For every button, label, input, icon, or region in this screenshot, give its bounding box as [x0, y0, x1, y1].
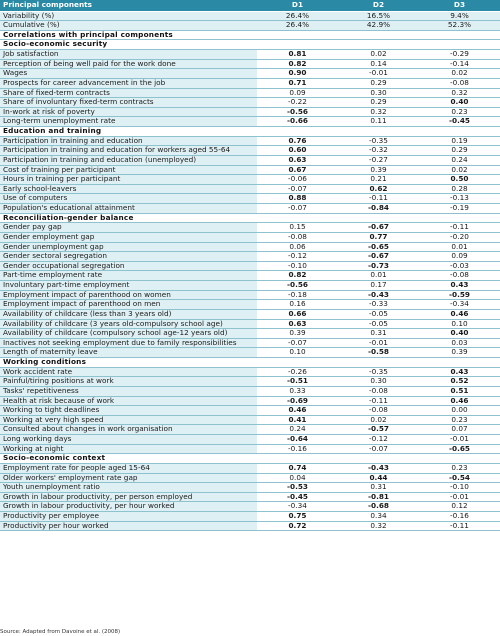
table-row	[0, 300, 500, 310]
correlation-value-d1: -0.64	[257, 435, 338, 445]
indicator-label: Gender pay gap	[0, 223, 257, 233]
table-row	[0, 377, 500, 387]
correlation-value-d2: 0.31	[338, 329, 419, 339]
indicator-label: Population's educational attainment	[0, 204, 257, 214]
correlation-value-d1: 0.04	[257, 473, 338, 483]
correlation-value-d2: -0.27	[338, 155, 419, 165]
correlation-value-d1: -0.08	[257, 232, 338, 242]
correlation-value-d2: -0.43	[338, 463, 419, 473]
correlation-value-d2: -0.05	[338, 319, 419, 329]
correlation-value-d2: -0.33	[338, 300, 419, 310]
indicator-label: Growth in labour productivity, per hour worked	[0, 502, 257, 512]
correlation-value-d1: -0.22	[257, 98, 338, 108]
correlation-value-d3: -0.29	[419, 50, 500, 60]
indicator-label: Working to tight deadlines	[0, 406, 257, 416]
correlation-value-d2: 0.21	[338, 175, 419, 185]
correlation-value-d1: -0.16	[257, 444, 338, 454]
correlation-value-d2: 0.01	[338, 271, 419, 281]
correlation-value-d1: -0.66	[257, 117, 338, 127]
correlation-value-d1: 0.10	[257, 348, 338, 358]
table-row	[0, 367, 500, 377]
correlation-value-d2: -0.73	[338, 261, 419, 271]
section-heading-row	[0, 40, 500, 50]
correlation-value-d2: 0.29	[338, 98, 419, 108]
indicator-label: Availability of childcare (less than 3 years old)	[0, 309, 257, 319]
correlation-value-d2: -0.67	[338, 223, 419, 233]
correlation-value-d3: 0.00	[419, 406, 500, 416]
indicator-label: Gender unemployment gap	[0, 242, 257, 252]
correlation-value-d1: 0.82	[257, 59, 338, 69]
correlation-value-d2: 0.14	[338, 59, 419, 69]
section-heading: Socio-economic context	[0, 454, 500, 464]
indicator-label: Wages	[0, 69, 257, 79]
indicator-label: Length of maternity leave	[0, 348, 257, 358]
correlation-value-d3: 0.24	[419, 155, 500, 165]
table-row	[0, 136, 500, 146]
section-heading: Reconciliation-gender balance	[0, 213, 500, 223]
correlation-value-d1: -0.56	[257, 107, 338, 117]
section-heading: Working conditions	[0, 358, 500, 368]
correlation-value-d1: 0.33	[257, 386, 338, 396]
correlation-value-d3: 0.32	[419, 88, 500, 98]
correlation-value-d3: 0.23	[419, 415, 500, 425]
correlation-value-d3: -0.03	[419, 261, 500, 271]
correlation-value-d1: -0.10	[257, 261, 338, 271]
correlation-value-d2: -0.67	[338, 252, 419, 262]
correlation-value-d3: 0.46	[419, 309, 500, 319]
summary-label: Cumulative (%)	[0, 21, 257, 31]
table-row	[0, 165, 500, 175]
indicator-label: Consulted about changes in work organisation	[0, 425, 257, 435]
correlation-value-d1: 0.81	[257, 50, 338, 60]
correlation-value-d3: -0.14	[419, 59, 500, 69]
correlation-value-d3: 0.12	[419, 502, 500, 512]
table-row	[0, 435, 500, 445]
indicator-label: Painful/tiring positions at work	[0, 377, 257, 387]
table-body	[0, 11, 500, 531]
correlation-value-d3: 0.19	[419, 136, 500, 146]
section-heading-row	[0, 454, 500, 464]
summary-value: 42.9%	[338, 21, 419, 31]
indicator-label: Employment impact of parenthood on men	[0, 300, 257, 310]
correlation-value-d1: 0.15	[257, 223, 338, 233]
correlation-value-d1: -0.53	[257, 483, 338, 493]
correlation-value-d1: 0.67	[257, 165, 338, 175]
correlation-value-d3: 0.07	[419, 425, 500, 435]
indicator-label: Cost of training per participant	[0, 165, 257, 175]
source-note: Source: Adapted from Davoine et al. (2008)	[0, 629, 121, 635]
section-heading: Education and training	[0, 127, 500, 137]
table-row	[0, 223, 500, 233]
correlation-value-d2: -0.08	[338, 406, 419, 416]
correlation-value-d3: 0.09	[419, 252, 500, 262]
table-row	[0, 194, 500, 204]
correlation-value-d3: -0.11	[419, 521, 500, 531]
indicator-label: Gender sectoral segregation	[0, 252, 257, 262]
correlation-value-d2: -0.32	[338, 146, 419, 156]
indicator-label: Employment rate for people aged 15-64	[0, 463, 257, 473]
summary-row	[0, 21, 500, 31]
correlation-value-d2: 0.77	[338, 232, 419, 242]
correlation-value-d1: -0.07	[257, 184, 338, 194]
correlation-value-d1: -0.56	[257, 281, 338, 291]
table-row	[0, 396, 500, 406]
correlation-value-d1: -0.18	[257, 290, 338, 300]
table-row	[0, 309, 500, 319]
indicator-label: Part-time employment rate	[0, 271, 257, 281]
correlation-value-d3: -0.10	[419, 483, 500, 493]
correlation-value-d3: 0.02	[419, 69, 500, 79]
header-d2: D2	[338, 0, 419, 11]
table-row	[0, 271, 500, 281]
correlations-heading: Correlations with principal components	[0, 30, 500, 40]
correlation-value-d2: -0.11	[338, 194, 419, 204]
correlation-value-d1: 0.88	[257, 194, 338, 204]
correlation-value-d3: -0.01	[419, 492, 500, 502]
correlation-value-d3: -0.01	[419, 435, 500, 445]
correlation-value-d1: 0.09	[257, 88, 338, 98]
correlation-value-d2: 0.62	[338, 184, 419, 194]
table-row	[0, 98, 500, 108]
indicator-label: Availability of childcare (compulsory school age-12 years old)	[0, 329, 257, 339]
table-row	[0, 78, 500, 88]
summary-value: 9.4%	[419, 11, 500, 21]
correlation-value-d1: 0.41	[257, 415, 338, 425]
correlation-value-d1: 0.66	[257, 309, 338, 319]
correlation-value-d1: 0.16	[257, 300, 338, 310]
indicator-label: Health at risk because of work	[0, 396, 257, 406]
table-row	[0, 521, 500, 531]
correlation-value-d1: 0.72	[257, 521, 338, 531]
correlation-value-d1: 0.75	[257, 512, 338, 522]
correlation-value-d3: -0.19	[419, 204, 500, 214]
correlation-value-d2: 0.30	[338, 88, 419, 98]
correlation-value-d2: 0.34	[338, 512, 419, 522]
correlation-value-d3: 0.46	[419, 396, 500, 406]
indicator-label: Long working days	[0, 435, 257, 445]
correlation-value-d3: -0.45	[419, 117, 500, 127]
indicator-label: Involuntary part-time employment	[0, 281, 257, 291]
indicator-label: Share of involuntary fixed-term contracts	[0, 98, 257, 108]
correlation-value-d3: 0.39	[419, 348, 500, 358]
indicator-label: Participation in training and education	[0, 136, 257, 146]
correlation-value-d1: 0.76	[257, 136, 338, 146]
indicator-label: Participation in training and education for workers aged 55-64	[0, 146, 257, 156]
correlation-value-d1: 0.63	[257, 319, 338, 329]
correlation-value-d3: 0.43	[419, 281, 500, 291]
correlation-value-d1: -0.07	[257, 204, 338, 214]
correlation-value-d2: 0.02	[338, 415, 419, 425]
summary-value: 26.4%	[257, 11, 338, 21]
correlation-value-d3: -0.08	[419, 78, 500, 88]
indicator-label: Employment impact of parenthood on women	[0, 290, 257, 300]
table-row	[0, 502, 500, 512]
indicator-label: Job satisfaction	[0, 50, 257, 60]
indicator-label: Long-term unemployment rate	[0, 117, 257, 127]
correlation-value-d2: -0.12	[338, 435, 419, 445]
correlation-value-d1: 0.39	[257, 329, 338, 339]
correlation-value-d3: 0.28	[419, 184, 500, 194]
correlation-value-d3: -0.08	[419, 271, 500, 281]
correlation-value-d1: -0.26	[257, 367, 338, 377]
correlation-value-d1: 0.24	[257, 425, 338, 435]
table-row	[0, 483, 500, 493]
correlation-value-d2: -0.11	[338, 396, 419, 406]
indicator-label: Hours in training per participant	[0, 175, 257, 185]
correlation-value-d1: 0.60	[257, 146, 338, 156]
table-row	[0, 492, 500, 502]
table-row	[0, 252, 500, 262]
correlation-value-d1: 0.74	[257, 463, 338, 473]
correlation-value-d2: -0.01	[338, 69, 419, 79]
correlation-value-d3: 0.43	[419, 367, 500, 377]
correlation-value-d1: -0.45	[257, 492, 338, 502]
table-row	[0, 406, 500, 416]
correlation-value-d1: -0.69	[257, 396, 338, 406]
summary-label: Variability (%)	[0, 11, 257, 21]
table-row	[0, 348, 500, 358]
correlation-value-d2: -0.35	[338, 367, 419, 377]
correlation-value-d2: -0.57	[338, 425, 419, 435]
correlation-value-d2: -0.65	[338, 242, 419, 252]
correlation-value-d1: -0.07	[257, 338, 338, 348]
correlation-value-d3: 0.23	[419, 463, 500, 473]
table-row	[0, 261, 500, 271]
indicator-label: Prospects for career advancement in the job	[0, 78, 257, 88]
correlation-value-d3: -0.13	[419, 194, 500, 204]
indicator-label: Older workers' employment rate gap	[0, 473, 257, 483]
table-row	[0, 155, 500, 165]
table-row	[0, 290, 500, 300]
indicator-label: Gender employment gap	[0, 232, 257, 242]
correlation-value-d1: 0.06	[257, 242, 338, 252]
correlation-value-d3: 0.01	[419, 242, 500, 252]
summary-value: 26.4%	[257, 21, 338, 31]
indicator-label: Productivity per hour worked	[0, 521, 257, 531]
correlation-value-d1: -0.06	[257, 175, 338, 185]
table-row	[0, 444, 500, 454]
section-heading-row	[0, 213, 500, 223]
header-d1: D1	[257, 0, 338, 11]
table-row	[0, 146, 500, 156]
table-row	[0, 232, 500, 242]
header-d3: D3	[419, 0, 500, 11]
correlation-value-d2: -0.58	[338, 348, 419, 358]
table-row	[0, 415, 500, 425]
correlations-heading-row	[0, 30, 500, 40]
correlation-value-d3: 0.40	[419, 329, 500, 339]
correlation-value-d3: -0.16	[419, 512, 500, 522]
indicator-label: Working at very high speed	[0, 415, 257, 425]
indicator-label: Use of computers	[0, 194, 257, 204]
correlation-value-d3: 0.03	[419, 338, 500, 348]
correlation-value-d1: 0.46	[257, 406, 338, 416]
table-row	[0, 175, 500, 185]
correlation-value-d2: -0.07	[338, 444, 419, 454]
correlation-value-d2: 0.39	[338, 165, 419, 175]
section-heading: Socio-economic security	[0, 40, 500, 50]
table-row	[0, 107, 500, 117]
header-label: Principal components	[0, 0, 257, 11]
table-row	[0, 50, 500, 60]
table-row	[0, 386, 500, 396]
correlation-value-d1: 0.82	[257, 271, 338, 281]
indicator-label: Work accident rate	[0, 367, 257, 377]
table-row	[0, 473, 500, 483]
correlation-value-d3: -0.11	[419, 223, 500, 233]
correlation-value-d2: -0.81	[338, 492, 419, 502]
table-row	[0, 242, 500, 252]
section-heading-row	[0, 358, 500, 368]
correlation-value-d1: 0.71	[257, 78, 338, 88]
table-row	[0, 281, 500, 291]
correlation-value-d2: -0.68	[338, 502, 419, 512]
correlation-value-d3: -0.65	[419, 444, 500, 454]
indicator-label: Working at night	[0, 444, 257, 454]
correlation-value-d3: 0.40	[419, 98, 500, 108]
correlation-value-d3: 0.52	[419, 377, 500, 387]
correlation-value-d2: 0.17	[338, 281, 419, 291]
correlation-value-d3: 0.29	[419, 146, 500, 156]
correlation-value-d2: 0.11	[338, 117, 419, 127]
correlation-value-d2: -0.35	[338, 136, 419, 146]
correlation-value-d1: -0.12	[257, 252, 338, 262]
indicator-label: Inactives not seeking employment due to family responsibilities	[0, 338, 257, 348]
correlation-value-d2: -0.01	[338, 338, 419, 348]
summary-value: 52.3%	[419, 21, 500, 31]
table-row	[0, 512, 500, 522]
correlation-value-d3: 0.02	[419, 165, 500, 175]
correlation-value-d3: -0.54	[419, 473, 500, 483]
correlation-value-d3: 0.23	[419, 107, 500, 117]
table-row	[0, 338, 500, 348]
section-heading-row	[0, 127, 500, 137]
correlation-value-d3: 0.51	[419, 386, 500, 396]
indicator-label: Tasks' repetitiveness	[0, 386, 257, 396]
correlation-value-d3: -0.20	[419, 232, 500, 242]
correlation-value-d1: -0.51	[257, 377, 338, 387]
indicator-label: Participation in training and education (unemployed)	[0, 155, 257, 165]
correlation-value-d2: 0.44	[338, 473, 419, 483]
table-row	[0, 184, 500, 194]
correlation-value-d2: 0.31	[338, 483, 419, 493]
table-row	[0, 329, 500, 339]
table-row	[0, 88, 500, 98]
table-row	[0, 204, 500, 214]
indicator-label: Gender occupational segregation	[0, 261, 257, 271]
summary-value: 16.5%	[338, 11, 419, 21]
indicator-label: Youth unemployment ratio	[0, 483, 257, 493]
correlation-value-d3: -0.34	[419, 300, 500, 310]
correlation-value-d3: 0.50	[419, 175, 500, 185]
indicator-label: Availability of childcare (3 years old-compulsory school age)	[0, 319, 257, 329]
correlation-value-d2: 0.02	[338, 50, 419, 60]
indicator-label: In-work at risk of poverty	[0, 107, 257, 117]
indicator-label: Perception of being well paid for the work done	[0, 59, 257, 69]
indicator-label: Early school-leavers	[0, 184, 257, 194]
correlation-value-d1: 0.90	[257, 69, 338, 79]
indicator-label: Productivity per employee	[0, 512, 257, 522]
correlation-value-d2: -0.84	[338, 204, 419, 214]
table-row	[0, 69, 500, 79]
table-row	[0, 117, 500, 127]
indicator-label: Share of fixed-term contracts	[0, 88, 257, 98]
correlation-value-d2: -0.08	[338, 386, 419, 396]
indicator-label: Growth in labour productivity, per person employed	[0, 492, 257, 502]
correlation-value-d3: 0.10	[419, 319, 500, 329]
summary-row	[0, 11, 500, 21]
table-row	[0, 319, 500, 329]
correlation-value-d3: -0.59	[419, 290, 500, 300]
correlation-value-d2: -0.43	[338, 290, 419, 300]
table-row	[0, 463, 500, 473]
correlation-value-d2: 0.32	[338, 521, 419, 531]
correlation-value-d2: 0.32	[338, 107, 419, 117]
table-row	[0, 59, 500, 69]
correlation-value-d1: 0.63	[257, 155, 338, 165]
table-row	[0, 425, 500, 435]
correlation-value-d2: -0.05	[338, 309, 419, 319]
table-header-row	[0, 0, 500, 11]
correlation-value-d2: 0.30	[338, 377, 419, 387]
correlation-value-d1: -0.34	[257, 502, 338, 512]
correlation-value-d2: 0.29	[338, 78, 419, 88]
